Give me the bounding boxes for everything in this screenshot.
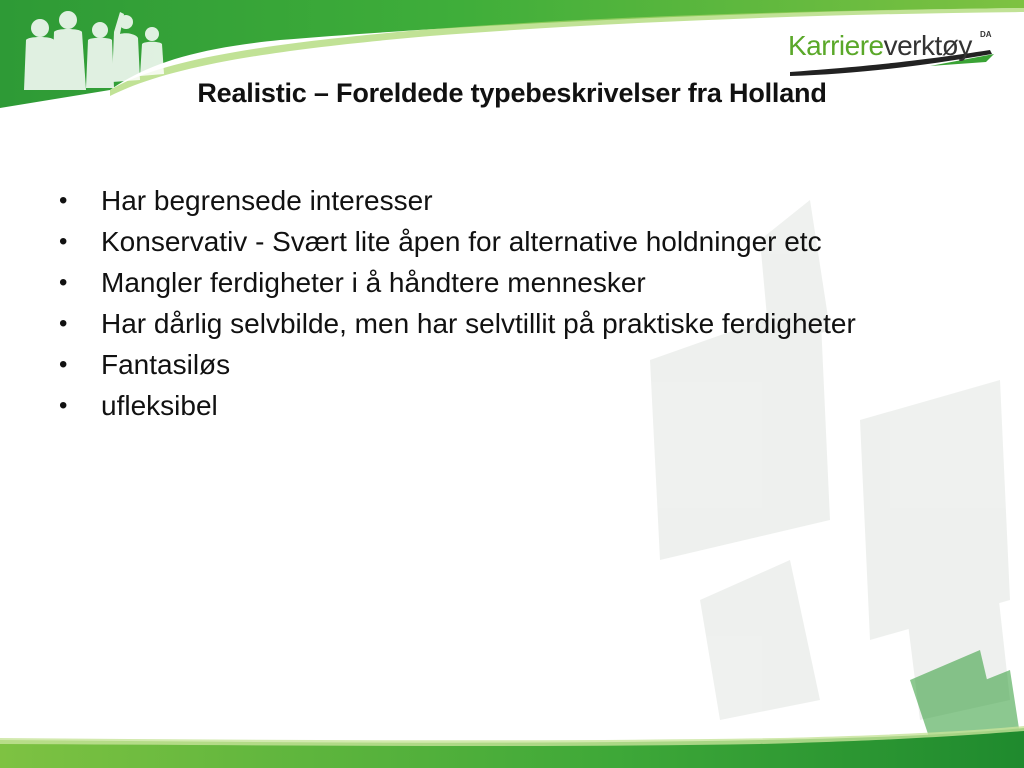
logo-suffix: DA <box>980 30 992 39</box>
bullet-dot-icon: • <box>59 228 68 255</box>
karriereverktoy-logo <box>780 24 1000 84</box>
bullet-list <box>57 180 856 426</box>
bullet-dot-icon: • <box>59 310 68 337</box>
footer-band <box>0 728 1024 768</box>
bullet-text: Fantasiløs <box>101 349 231 380</box>
logo-part-verktoy: verktøy <box>883 30 972 61</box>
bullet-text: ufleksibel <box>101 390 218 421</box>
bullet-item <box>57 385 856 426</box>
bullet-dot-icon: • <box>59 351 68 378</box>
bullet-item <box>57 262 856 303</box>
bullet-item <box>57 344 856 385</box>
bullet-dot-icon: • <box>59 392 68 419</box>
bullet-dot-icon: • <box>59 269 68 296</box>
bullet-text: Mangler ferdigheter i å håndtere mennesker <box>101 267 646 298</box>
bullet-dot-icon: • <box>59 187 68 214</box>
bullet-item <box>57 221 856 262</box>
bullet-text: Har dårlig selvbilde, men har selvtillit på praktiske ferdigheter <box>101 308 856 339</box>
logo-wordmark <box>788 30 972 62</box>
bullet-item <box>57 303 856 344</box>
bullet-text: Har begrensede interesser <box>101 185 433 216</box>
bullet-text: Konservativ - Svært lite åpen for alternative holdninger etc <box>101 226 822 257</box>
logo-part-karriere: Karriere <box>788 30 884 61</box>
bullet-item <box>57 180 856 221</box>
slide-title: Realistic – Foreldede typebeskrivelser fra Holland <box>197 78 827 108</box>
